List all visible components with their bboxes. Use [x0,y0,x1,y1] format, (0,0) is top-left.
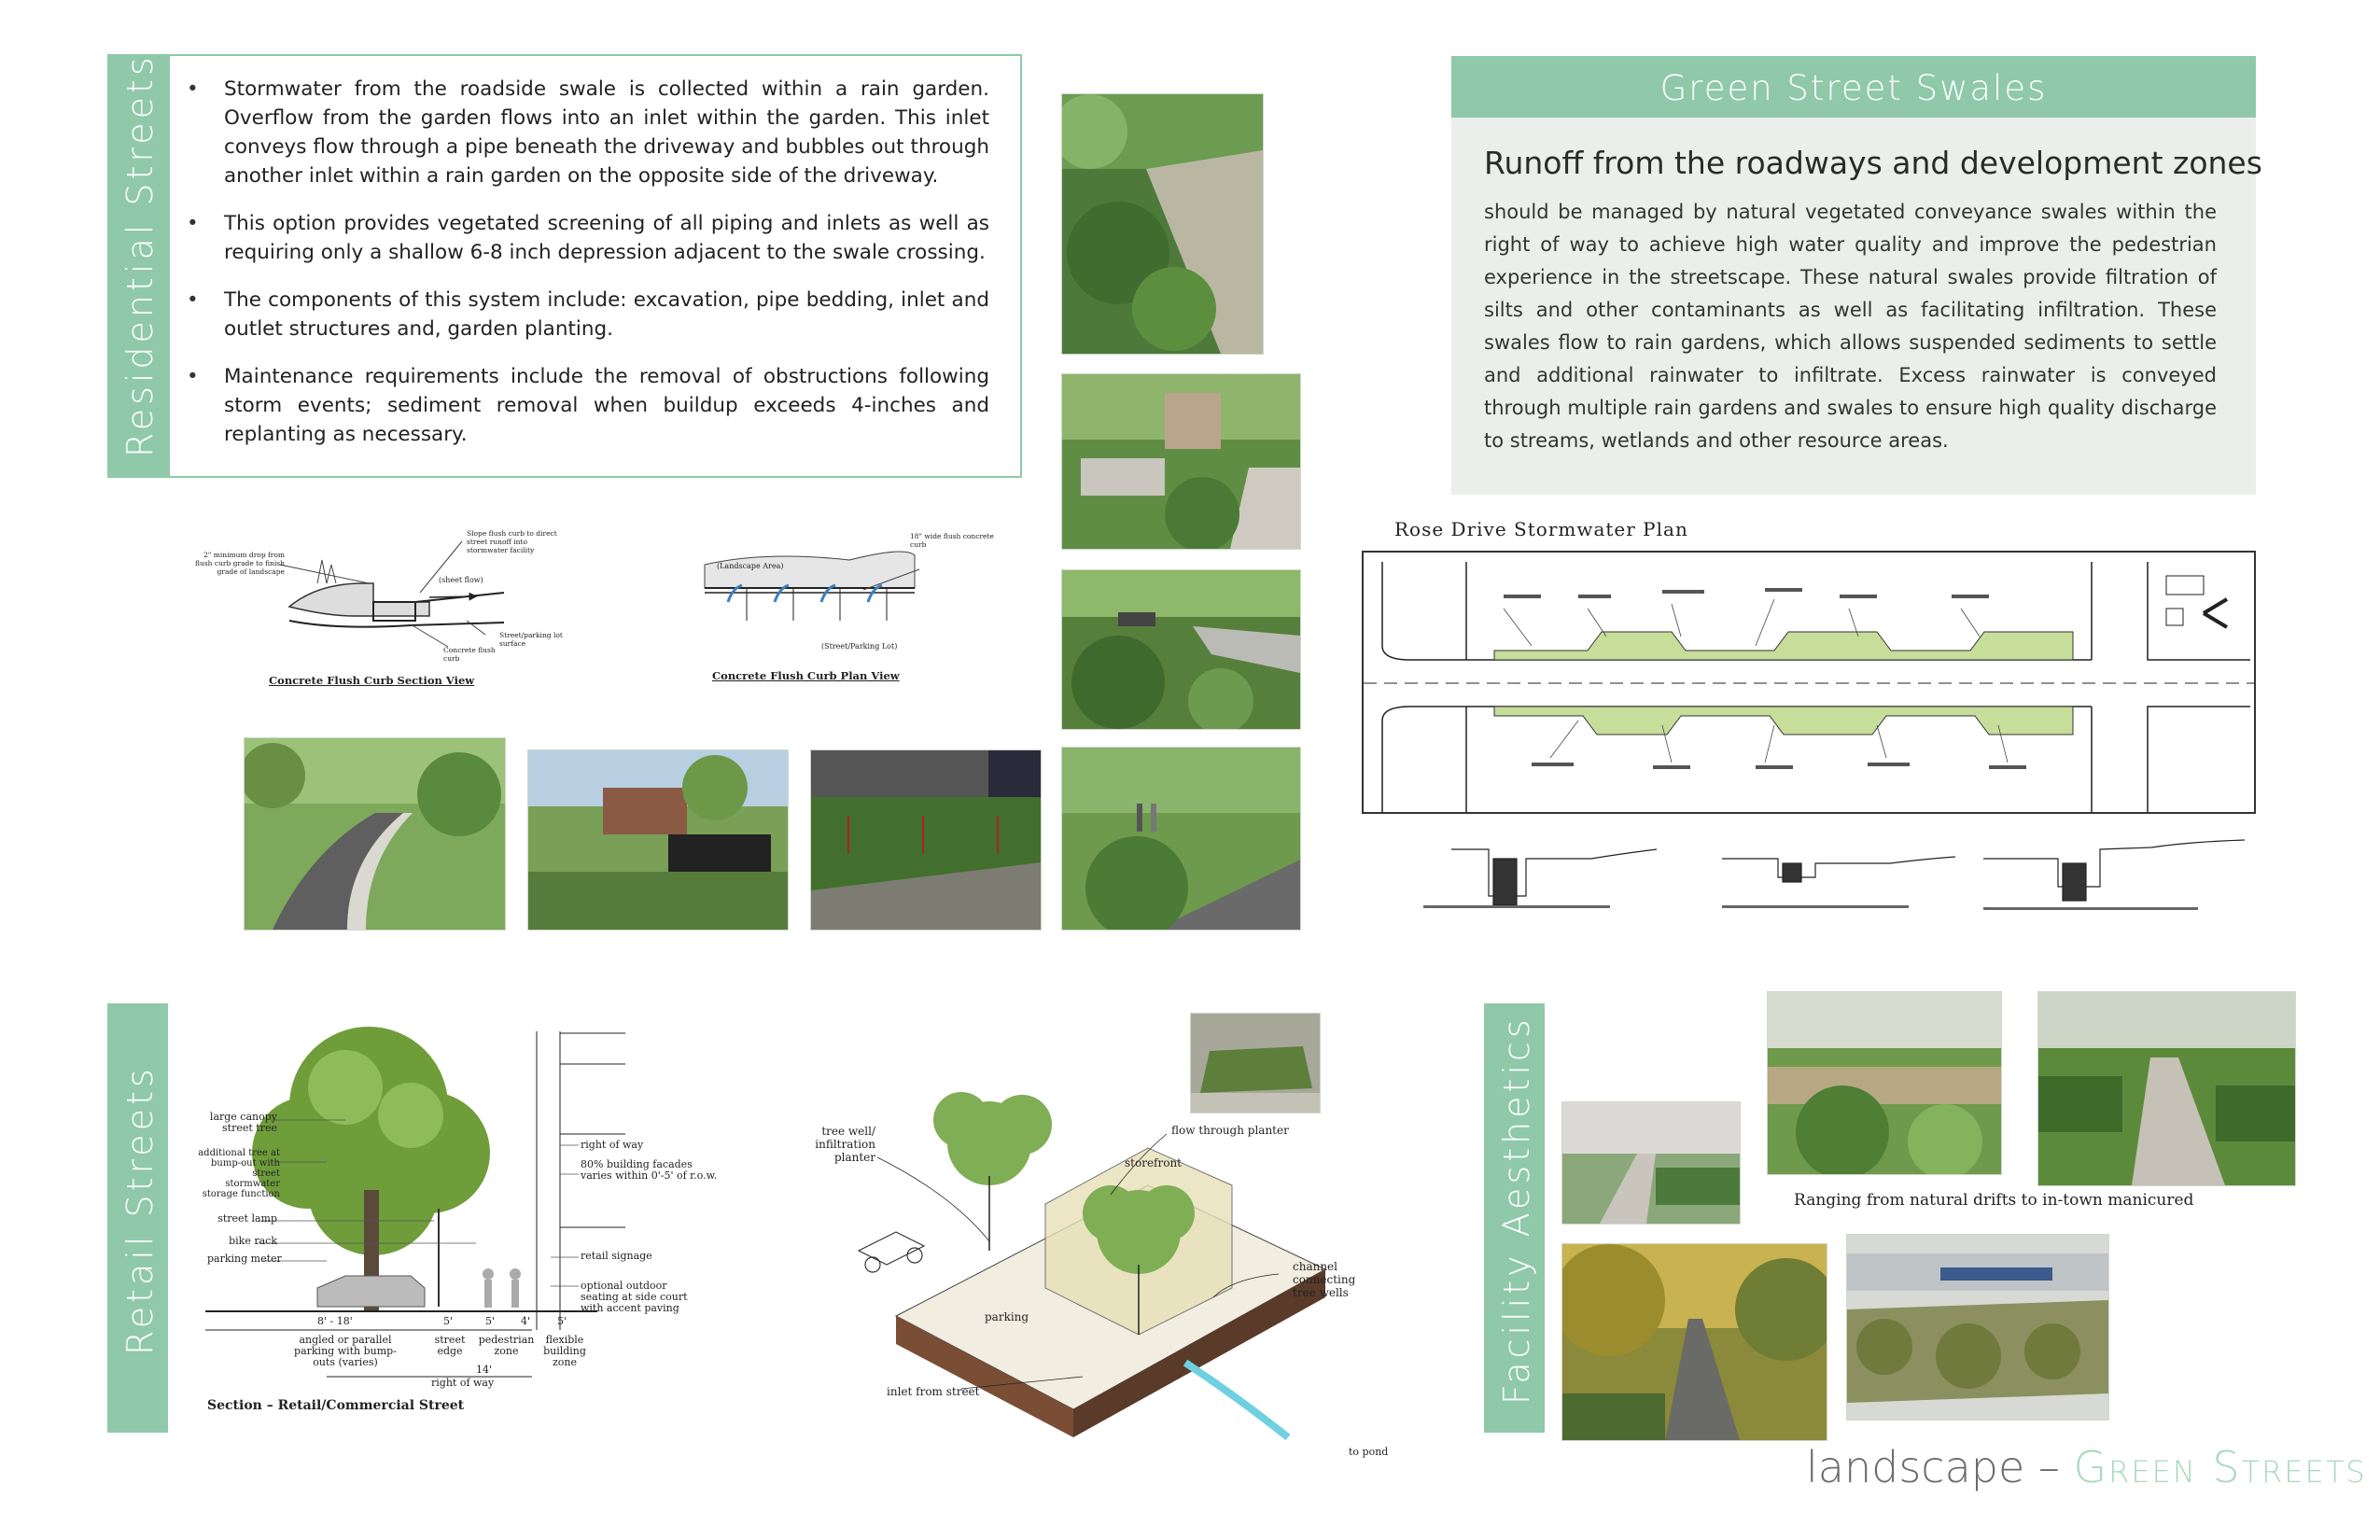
dim-flex: 5' [557,1315,567,1327]
facility-caption: Ranging from natural drifts to in-town manicured [1794,1191,2194,1210]
label-flex-zone: flexible building zone [543,1334,586,1368]
retail-label-seating: optional outdoor seating at side court with accent paving [581,1280,688,1314]
label-street-parking: (Street/Parking Lot) [821,642,898,651]
green-swales-body: should be managed by natural vegetated conveyance swales within the right of way to achieve high water quality and improve the pedestrian experience in the streetscape. These natural swales provide filtration of silts and other contaminants as well as facilitating infiltration. These swales flow to rain gardens, which allows suspended sediments to settle and additional rainwater to infiltrate. Excess rainwater is conveyed through multiple rain gardens and swales to ensure high quality discharge to streams, wetlands and other resource areas. [1484,201,2217,452]
section-caption: Concrete Flush Curb Section View [269,674,475,687]
facility-side-label: Facility Aesthetics [1496,1015,1537,1405]
dim-ped-2: 4' [521,1315,531,1327]
retail-section-title: Section – Retail/Commercial Street [207,1398,465,1413]
photo-facility-5 [1846,1234,2109,1421]
retail-side-label: Retail Streets [119,1065,161,1355]
bullet-item: • Maintenance requirements include the removal of obstructions following storm events; sediment removal when buildup exceeds 4-inches and replanting as necessary. [215,362,989,449]
dim-row: 14' [476,1364,493,1376]
label-tree-well: tree well/ infiltration planter [815,1125,875,1164]
footer-landscape: landscape [1806,1442,2025,1492]
page-footer [1806,1442,2367,1492]
footer-green-streets: Green Streets [2073,1442,2367,1492]
label-parking: parking [985,1310,1029,1323]
label-street-lot: Street/parking lot surface [499,631,563,648]
dim-ped-1: 5' [485,1315,496,1327]
footer-dash: – [2024,1442,2074,1492]
photo-swale-6 [527,749,789,931]
photo-swale-7 [810,749,1042,931]
retail-label-row: right of way [581,1139,644,1151]
plan-caption: Concrete Flush Curb Plan View [712,669,900,682]
retail-label-meter: parking meter [207,1253,282,1265]
photo-swale-2 [1061,373,1301,550]
photo-swale-3 [1061,569,1301,730]
label-landscape-area: (Landscape Area) [717,562,784,570]
label-sheet: (sheet flow) [439,576,483,584]
photo-facility-2 [1767,991,2002,1175]
bullet-item: • The components of this system include: excavation, pipe bedding, inlet and outlet structures and, garden planting. [215,286,989,343]
photo-facility-1 [1561,1101,1741,1225]
label-flow-planter: flow through planter [1171,1124,1289,1137]
dim-street-edge: 5' [443,1315,454,1327]
retail-label-signage: retail signage [581,1250,652,1262]
label-channel: channel connecting tree wells [1293,1260,1356,1299]
photo-facility-4 [1561,1243,1827,1441]
photo-swale-5 [244,737,506,931]
label-inlet: inlet from street [887,1385,980,1398]
retail-label-tree: large canopy street tree [209,1111,277,1134]
label-street-edge: street edge [434,1334,466,1357]
plan-title: Rose Drive Stormwater Plan [1394,518,1688,540]
photo-swale-1 [1061,93,1264,355]
green-swales-header: Green Street Swales [1451,56,2256,118]
photo-facility-3 [2037,991,2296,1186]
label-wide-curb: 18" wide flush concrete curb [910,532,994,549]
photo-swale-4 [1061,747,1301,931]
label-angled-parking: angled or parallel parking with bump-outs (varies) [294,1334,397,1368]
label-concrete: Concrete flush curb [443,646,496,663]
retail-label-lamp: street lamp [217,1212,277,1225]
label-drop: 2" minimum drop from flush curb grade to finish grade of landscape [194,551,285,576]
bullet-item: • This option provides vegetated screening of all piping and inlets as well as requiring only a shallow 6-8 inch depression adjacent to the swale crossing. [215,209,989,267]
residential-side-label: Residential Streets [119,53,161,457]
plan-detail-sections [1405,821,2245,924]
dim-parking: 8' - 18' [317,1315,353,1327]
residential-bullets [215,75,989,468]
stormwater-plan [1362,551,2256,814]
green-swales-subheading: Runoff from the roadways and development zones [1484,145,2262,181]
label-storefront: storefront [1125,1156,1182,1169]
retail-label-bumpout: additional tree at bump-out with street stormwater storage function [198,1148,280,1199]
label-ped-zone: pedestrian zone [478,1334,535,1357]
label-slope: Slope flush curb to direct street runoff into stormwater facility [467,529,557,554]
label-to-pond: to pond [1349,1446,1389,1458]
bullet-item: • Stormwater from the roadside swale is collected within a rain garden. Overflow from the garden flows into an inlet within the garden. This inlet conveys flow through a pipe beneath the driveway and bubbles out through another inlet within a rain garden on the opposite side of the driveway. [215,75,989,190]
retail-label-facades: 80% building facades varies within 0'-5' of r.o.w. [581,1158,718,1182]
label-right-of-way: right of way [431,1377,495,1389]
retail-label-bike: bike rack [229,1235,277,1247]
